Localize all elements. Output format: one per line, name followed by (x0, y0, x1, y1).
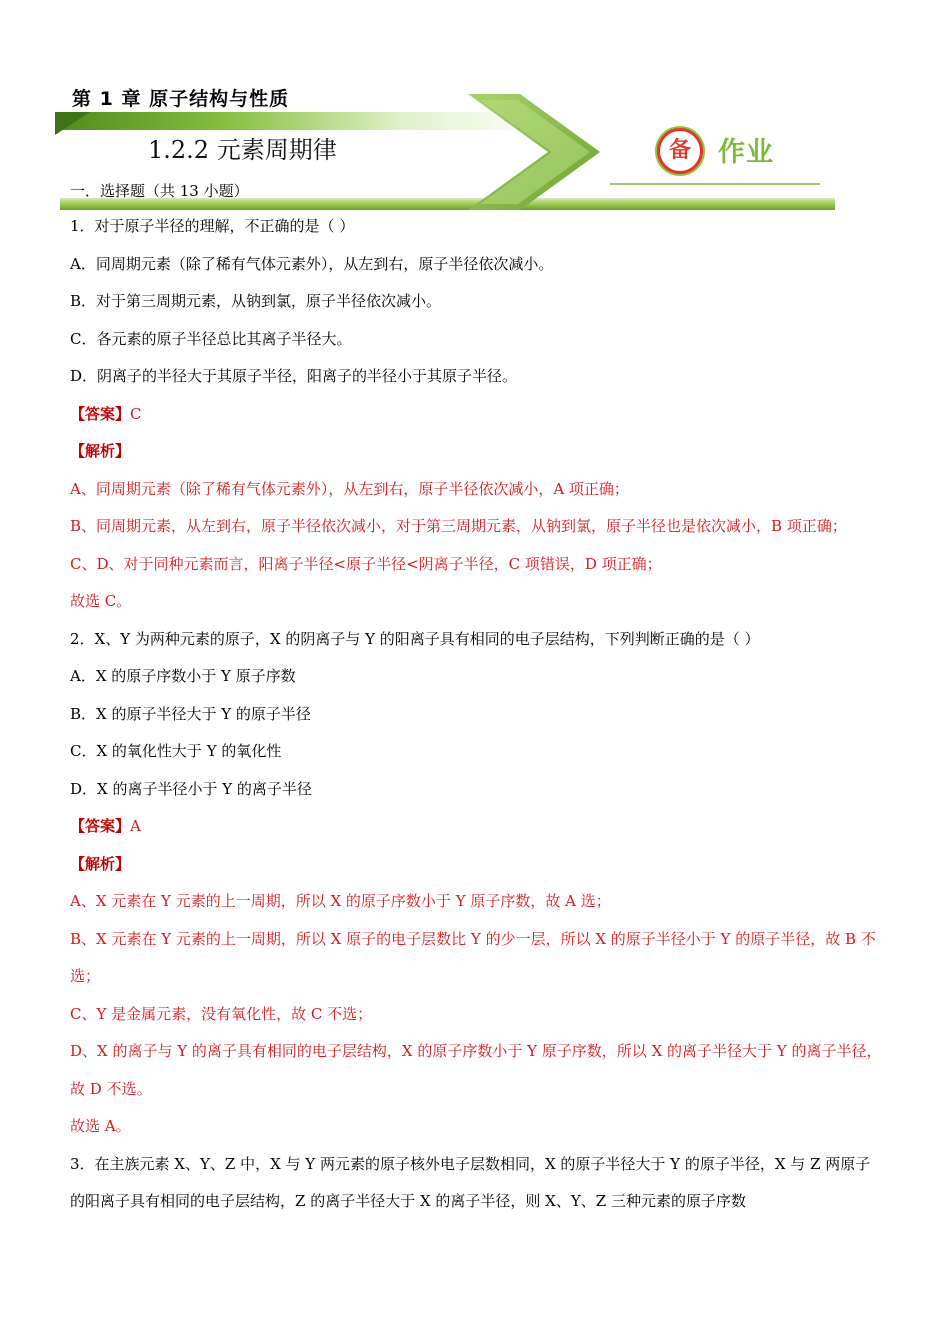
question-2-analysis-d: D、X 的离子与 Y 的离子具有相同的电子层结构，X 的原子序数小于 Y 原子序数，所以 X 的离子半径大于 Y 的离子半径，故 D 不选。 (70, 1042, 882, 1098)
question-1-option-b: B．对于第三周期元素，从钠到氯，原子半径依次减小。 (70, 292, 442, 310)
question-2-analysis-b: B、X 元素在 Y 元素的上一周期，所以 X 原子的电子层数比 Y 的少一层，所以 X 的原子半径小于 Y 的原子半径，故 B 不选； (70, 929, 876, 985)
question-1-answer (70, 396, 882, 434)
question-2-analysis-c: C、Y 是金属元素，没有氧化性，故 C 不选； (70, 1004, 373, 1023)
question-2-analysis-a: A、X 元素在 Y 元素的上一周期，所以 X 的原子序数小于 Y 原子序数，故 A 选； (70, 892, 611, 910)
question-1-conclusion: 故选 C。 (70, 592, 132, 610)
question-2-option-c: C．X 的氧化性大于 Y 的氧化性 (70, 742, 282, 760)
question-2-conclusion: 故选 A。 (70, 1117, 131, 1135)
question-1-option-c: C．各元素的原子半径总比其离子半径大。 (70, 329, 352, 348)
badge-label: 作业 (718, 137, 774, 168)
answer-value: A (130, 817, 141, 835)
question-1-analysis-a: A、同周期元素（除了稀有气体元素外），从左到右，原子半径依次减小，A 项正确； (70, 479, 629, 498)
question-1-analysis-cd: C、D、对于同种元素而言，阳离子半径<原子半径<阴离子半径，C 项错误，D 项正确； (70, 554, 662, 573)
chapter-title: 第 1 章 原子结构与性质 (72, 88, 290, 110)
question-content (70, 208, 882, 1221)
answer-value: C (130, 404, 142, 423)
answer-tag: 【答案】 (70, 404, 131, 423)
question-2-option-d: D．X 的离子半径小于 Y 的离子半径 (70, 779, 312, 798)
lesson-title: 1.2.2 元素周期律 (148, 136, 337, 164)
analysis-tag: 【解析】 (70, 442, 131, 460)
question-2-answer (70, 808, 882, 846)
question-3-stem: 3．在主族元素 X、Y、Z 中，X 与 Y 两元素的原子核外电子层数相同，X 的原子半径大于 Y 的原子半径，X 与 Z 两原子的阳离子具有相同的电子层结构，Z 的离子半径大于 X 的离子半径，则 X、Y、Z 三种元素的原子序数 (70, 1154, 871, 1210)
question-2-option-a: A．X 的原子序数小于 Y 原子序数 (70, 667, 296, 685)
answer-tag: 【答案】 (70, 817, 131, 835)
question-2-stem: 2．X、Y 为两种元素的原子，X 的阴离子与 Y 的阳离子具有相同的电子层结构，下列判断正确的是（ ） (70, 629, 760, 648)
question-1-analysis-tag (70, 433, 882, 471)
question-2-option-b: B．X 的原子半径大于 Y 的原子半径 (70, 704, 311, 723)
question-2-analysis-tag (70, 846, 882, 884)
section-title: 一．选择题（共 13 小题） (70, 182, 249, 200)
badge-icon: 备 (657, 128, 703, 174)
question-1-analysis-b: B、同周期元素，从左到右，原子半径依次减小，对于第三周期元素，从钠到氯，原子半径也是依次减小，B 项正确； (70, 517, 847, 535)
question-1-option-a: A．同周期元素（除了稀有气体元素外），从左到右，原子半径依次减小。 (70, 254, 554, 273)
question-1-option-d: D．阴离子的半径大于其原子半径，阳离子的半径小于其原子半径。 (70, 367, 518, 385)
question-1-stem: 1．对于原子半径的理解，不正确的是（ ） (70, 217, 355, 235)
analysis-tag: 【解析】 (70, 854, 131, 873)
